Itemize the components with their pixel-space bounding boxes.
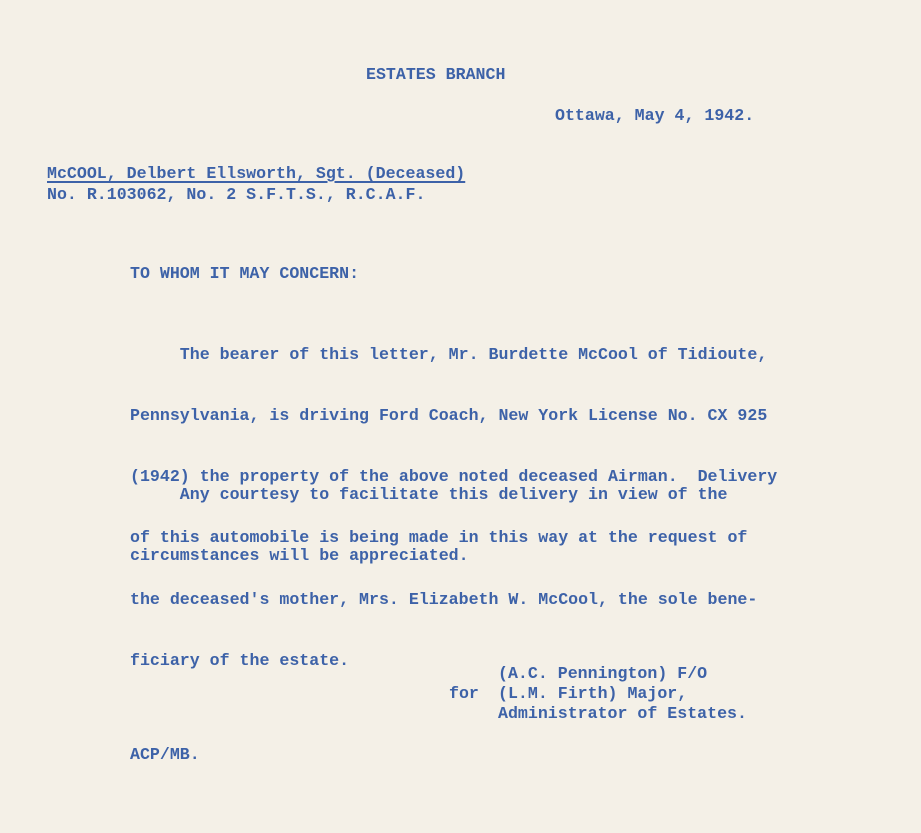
signature-line-2: (L.M. Firth) Major, <box>498 684 688 703</box>
subject-line-number: No. R.103062, No. 2 S.F.T.S., R.C.A.F. <box>47 185 426 204</box>
salutation: TO WHOM IT MAY CONCERN: <box>130 264 360 283</box>
signature-line-3: Administrator of Estates. <box>498 704 747 723</box>
paragraph-line: of this automobile is being made in this way at the request of <box>130 528 748 548</box>
paragraph-line: The bearer of this letter, Mr. Burdette McCool of Tidioute, <box>130 344 768 364</box>
body-paragraph-2 <box>130 444 727 587</box>
dateline: Ottawa, May 4, 1942. <box>555 106 755 125</box>
signature-for-label: for <box>449 684 479 703</box>
subject-line-name: McCOOL, Delbert Ellsworth, Sgt. (Deceased) <box>47 164 466 183</box>
paragraph-line: (1942) the property of the above noted deceased Airman. Delivery <box>130 467 778 487</box>
paragraph-line: the deceased's mother, Mrs. Elizabeth W. McCool, the sole bene- <box>130 589 758 609</box>
paragraph-line: Pennsylvania, is driving Ford Coach, New York License No. CX 925 <box>130 406 768 426</box>
paragraph-line: circumstances will be appreciated. <box>130 546 469 566</box>
reference-initials: ACP/MB. <box>130 745 200 764</box>
paragraph-line: ficiary of the estate. <box>130 650 350 670</box>
paragraph-line: Any courtesy to facilitate this delivery in view of the <box>130 484 728 504</box>
branch-header: ESTATES BRANCH <box>366 65 506 84</box>
signature-line-1: (A.C. Pennington) F/O <box>498 664 708 683</box>
